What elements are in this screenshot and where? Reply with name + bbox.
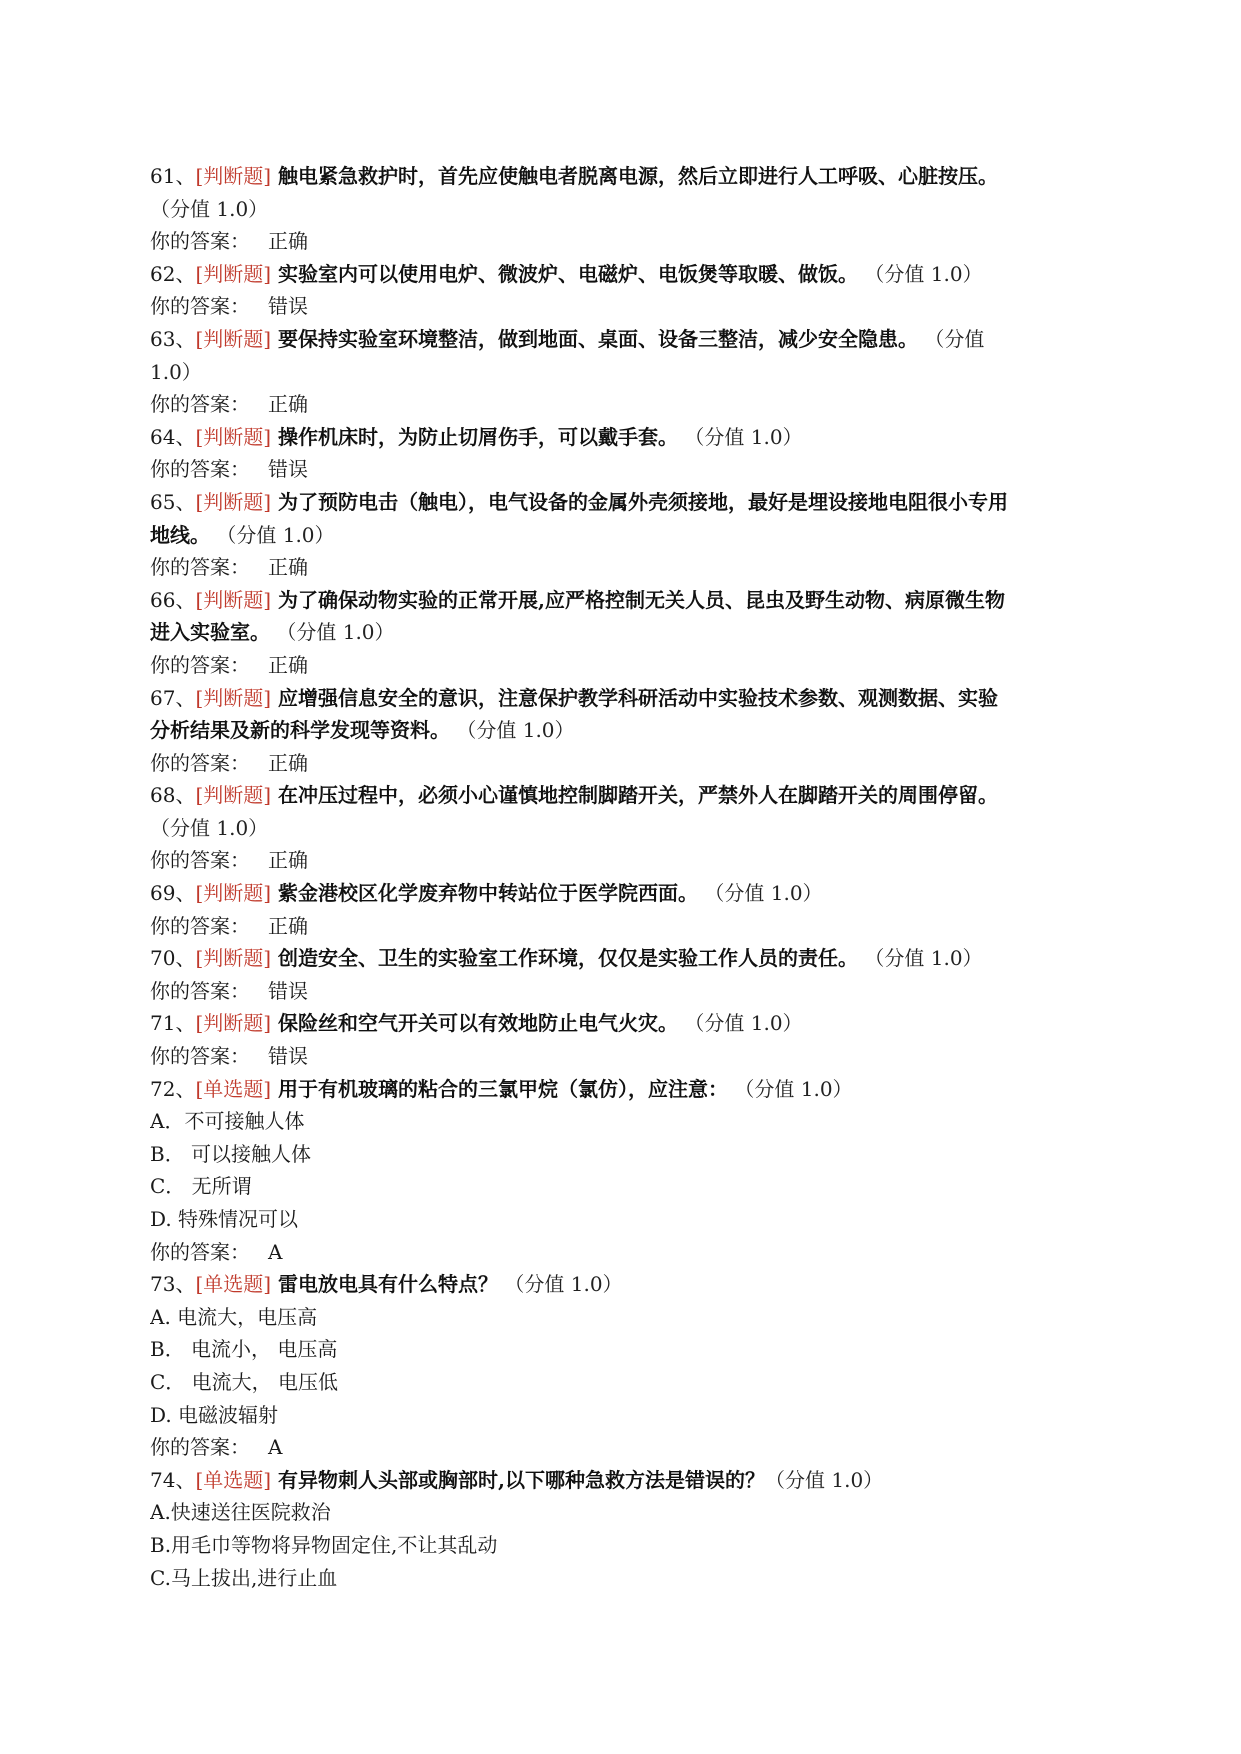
question-score: （分值 1.0）: [698, 881, 823, 906]
question-text: 分析结果及新的科学发现等资料。: [150, 718, 450, 743]
answer-line: [150, 453, 1090, 486]
question-line: [150, 942, 1090, 975]
answer-line: [150, 1040, 1090, 1073]
question-type-tag: [单选题]: [195, 1272, 272, 1297]
answer-line: [150, 844, 1090, 877]
option-text: D. 特殊情况可以: [150, 1207, 299, 1231]
question-text: 触电紧急救护时，首先应使触电者脱离电源，然后立即进行人工呼吸、心脏按压。: [271, 164, 999, 188]
answer-option: [150, 1203, 1090, 1236]
question-score: （分值 1.0）: [765, 1467, 884, 1492]
question-line: [150, 877, 1090, 910]
question-text: 在冲压过程中，必须小心谨慎地控制脚踏开关，严禁外人在脚踏开关的周围停留。: [271, 783, 999, 808]
question-type-tag: [判断题]: [195, 164, 272, 188]
answer-label: 你的答案：: [150, 392, 250, 417]
option-text: B． 电流小， 电压高: [150, 1337, 338, 1362]
answer-label: 你的答案：: [150, 913, 250, 938]
question-number: 71、: [150, 1011, 196, 1036]
question-text: 用于有机玻璃的粘合的三氯甲烷（氯仿），应注意：: [271, 1076, 729, 1101]
option-text: C.马上拔出,进行止血: [150, 1565, 338, 1590]
question-type-tag: [判断题]: [195, 424, 272, 449]
question-continuation-line: [150, 193, 1090, 226]
question-type-tag: [判断题]: [195, 881, 272, 906]
answer-value: 错误: [268, 294, 308, 319]
answer-option: [150, 1333, 1090, 1366]
question-text: 应增强信息安全的意识，注意保护教学科研活动中实验技术参数、观测数据、实验: [271, 685, 999, 710]
question-line: [150, 584, 1090, 617]
question-line: [150, 1464, 1090, 1497]
question-text: 要保持实验室环境整洁，做到地面、桌面、设备三整洁，减少安全隐患。: [271, 326, 919, 351]
question-score: （分值 1.0）: [270, 620, 395, 645]
question-number: 62、: [150, 261, 196, 286]
question-score: （分值 1.0）: [150, 815, 269, 840]
question-score: （分值: [918, 326, 985, 351]
question-type-tag: [判断题]: [195, 1011, 272, 1036]
question-continuation-line: [150, 812, 1090, 845]
question-score: （分值 1.0）: [678, 424, 803, 449]
answer-line: [150, 1236, 1090, 1269]
question-text: 为了确保动物实验的正常开展,应严格控制无关人员、昆虫及野生动物、病原微生物: [271, 587, 1005, 612]
question-number: 73、: [150, 1272, 196, 1297]
question-type-tag: [判断题]: [195, 783, 272, 808]
answer-line: [150, 1431, 1090, 1464]
question-number: 70、: [150, 946, 196, 971]
option-text: A. 电流大，电压高: [150, 1304, 318, 1329]
question-score: （分值 1.0）: [858, 261, 983, 286]
answer-label: 你的答案：: [150, 1435, 250, 1460]
answer-value: 错误: [268, 457, 308, 482]
answer-option: [150, 1399, 1090, 1432]
option-text: C． 无所谓: [150, 1174, 252, 1199]
question-type-tag: [判断题]: [195, 326, 272, 351]
question-line: [150, 1073, 1090, 1106]
answer-value: 正确: [268, 913, 308, 938]
question-type-tag: [判断题]: [195, 587, 272, 612]
question-number: 68、: [150, 783, 196, 808]
question-line: [150, 1268, 1090, 1301]
question-score: （分值 1.0）: [498, 1272, 623, 1297]
answer-option: [150, 1105, 1090, 1138]
answer-option: [150, 1496, 1090, 1529]
question-text: 保险丝和空气开关可以有效地防止电气火灾。: [271, 1011, 679, 1036]
question-number: 63、: [150, 326, 196, 351]
question-continuation-line: [150, 519, 1090, 552]
answer-value: 正确: [268, 229, 308, 254]
question-text: 进入实验室。: [150, 620, 270, 645]
answer-label: 你的答案：: [150, 294, 250, 319]
question-score: （分值 1.0）: [728, 1076, 853, 1101]
question-score: 1.0）: [150, 359, 202, 384]
answer-label: 你的答案：: [150, 652, 250, 677]
question-number: 67、: [150, 685, 196, 710]
answer-value: A: [268, 1435, 283, 1460]
question-text: 操作机床时，为防止切屑伤手，可以戴手套。: [271, 424, 679, 449]
answer-value: 正确: [268, 652, 308, 677]
answer-line: [150, 910, 1090, 943]
answer-option: [150, 1529, 1090, 1562]
question-continuation-line: [150, 616, 1090, 649]
question-line: [150, 421, 1090, 454]
answer-line: [150, 225, 1090, 258]
question-type-tag: [判断题]: [195, 261, 272, 286]
question-line: [150, 1007, 1090, 1040]
answer-option: [150, 1562, 1090, 1595]
option-text: D. 电磁波辐射: [150, 1402, 279, 1427]
answer-label: 你的答案：: [150, 1044, 250, 1069]
answer-value: 正确: [268, 750, 308, 775]
answer-label: 你的答案：: [150, 978, 250, 1003]
question-text: 创造安全、卫生的实验室工作环境，仅仅是实验工作人员的责任。: [271, 946, 859, 971]
answer-label: 你的答案：: [150, 457, 250, 482]
question-number: 65、: [150, 489, 196, 514]
answer-label: 你的答案：: [150, 750, 250, 775]
question-score: （分值 1.0）: [450, 718, 575, 743]
answer-label: 你的答案：: [150, 555, 250, 580]
answer-label: 你的答案：: [150, 229, 250, 254]
question-text: 有异物刺人头部或胸部时,以下哪种急救方法是错误的？: [271, 1467, 765, 1492]
question-type-tag: [判断题]: [195, 946, 272, 971]
question-number: 74、: [150, 1467, 196, 1492]
question-type-tag: [判断题]: [195, 685, 272, 710]
answer-option: [150, 1301, 1090, 1334]
question-line: [150, 486, 1090, 519]
answer-label: 你的答案：: [150, 848, 250, 873]
question-text: 紫金港校区化学废弃物中转站位于医学院西面。: [271, 881, 699, 906]
option-text: B.用毛巾等物将异物固定住,不让其乱动: [150, 1532, 498, 1557]
option-text: C． 电流大， 电压低: [150, 1369, 339, 1394]
question-score: （分值 1.0）: [678, 1011, 803, 1036]
answer-line: [150, 290, 1090, 323]
answer-option: [150, 1170, 1090, 1203]
question-text: 为了预防电击（触电），电气设备的金属外壳须接地，最好是埋设接地电阻很小专用: [271, 489, 1009, 514]
question-score: （分值 1.0）: [210, 522, 335, 547]
question-line: [150, 779, 1090, 812]
answer-value: 正确: [268, 555, 308, 580]
question-number: 64、: [150, 424, 196, 449]
answer-line: [150, 747, 1090, 780]
question-text: 地线。: [150, 522, 210, 547]
option-text: A.快速送往医院救治: [150, 1500, 331, 1525]
question-text: 雷电放电具有什么特点？: [271, 1272, 499, 1297]
answer-line: [150, 551, 1090, 584]
question-type-tag: [单选题]: [195, 1076, 272, 1101]
answer-value: 错误: [268, 978, 308, 1003]
question-line: [150, 258, 1090, 291]
answer-label: 你的答案：: [150, 1239, 250, 1264]
answer-value: A: [268, 1239, 283, 1264]
question-line: [150, 323, 1090, 356]
question-line: [150, 682, 1090, 715]
question-continuation-line: [150, 356, 1090, 389]
question-text: 实验室内可以使用电炉、微波炉、电磁炉、电饭煲等取暖、做饭。: [271, 261, 859, 286]
question-type-tag: [判断题]: [195, 489, 272, 514]
answer-line: [150, 975, 1090, 1008]
answer-value: 正确: [268, 392, 308, 417]
answer-option: [150, 1366, 1090, 1399]
option-text: B． 可以接触人体: [150, 1141, 312, 1166]
answer-option: [150, 1138, 1090, 1171]
question-continuation-line: [150, 714, 1090, 747]
question-number: 72、: [150, 1076, 196, 1101]
question-type-tag: [单选题]: [195, 1467, 272, 1492]
question-number: 66、: [150, 587, 196, 612]
answer-value: 错误: [268, 1044, 308, 1069]
question-line: [150, 160, 1090, 193]
answer-line: [150, 649, 1090, 682]
question-number: 69、: [150, 881, 196, 906]
answer-line: [150, 388, 1090, 421]
answer-value: 正确: [268, 848, 308, 873]
question-score: （分值 1.0）: [150, 196, 269, 221]
document-page: [150, 160, 1090, 1594]
question-score: （分值 1.0）: [858, 946, 983, 971]
question-number: 61、: [150, 164, 196, 188]
option-text: A．不可接触人体: [150, 1109, 305, 1134]
